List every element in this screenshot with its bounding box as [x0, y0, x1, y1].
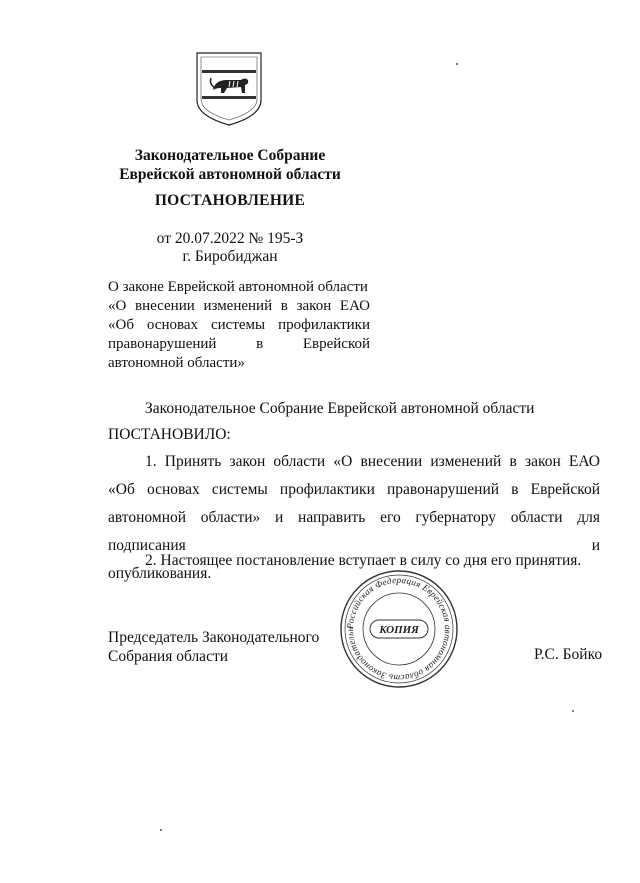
- position-line-2: Собрания области: [108, 648, 229, 665]
- body-intro: Законодательное Собрание Еврейской автономной области: [145, 400, 535, 417]
- official-seal: [337, 568, 461, 690]
- signatory-position: [108, 628, 319, 666]
- official-seal-icon: [337, 568, 461, 690]
- item1-line-1: 1. Принять закон области «О внесении изменений в закон ЕАО: [145, 453, 600, 470]
- subject-line-2: «О внесении изменений в закон ЕАО: [108, 298, 370, 314]
- subject-line-1: О законе Еврейской автономной области: [108, 279, 368, 295]
- position-line-1: Председатель Законодательного: [108, 629, 320, 646]
- date-number: от 20.07.2022 № 195-З: [156, 230, 304, 247]
- scan-speck: [572, 710, 574, 712]
- org-line-1: Законодательное Собрание: [134, 147, 326, 164]
- organization-name: [70, 146, 390, 184]
- subject-line-5: автономной области»: [108, 355, 245, 371]
- body-item-2: 2. Настоящее постановление вступает в силу со дня его принятия.: [145, 552, 582, 569]
- signatory-name: Р.С. Бойко: [534, 646, 603, 663]
- subject-line-3: «Об основах системы профилактики: [108, 317, 370, 333]
- scan-speck: [160, 829, 162, 831]
- item1-line-3: автономной области» и направить его губернатору области для подписания и: [108, 509, 600, 554]
- body-resolved: ПОСТАНОВИЛО:: [108, 426, 231, 443]
- coat-of-arms-tiger-icon: [193, 50, 265, 128]
- document-subject: [108, 278, 370, 373]
- subject-line-4: правонарушений в Еврейской: [108, 336, 370, 352]
- scan-speck: [456, 63, 458, 65]
- coat-of-arms-emblem: [193, 50, 265, 128]
- seal-ring-text: Российская Федерация Еврейская автономная область Законодательн: [344, 574, 454, 684]
- seal-center-text: КОПИЯ: [379, 624, 419, 636]
- item1-line-4: опубликования.: [108, 565, 212, 582]
- city: г. Биробиджан: [182, 248, 278, 265]
- document-type-title: ПОСТАНОВЛЕНИЕ: [154, 192, 306, 209]
- item1-line-2: «Об основах системы профилактики правонарушений в Еврейской: [108, 481, 600, 498]
- org-line-2: Еврейской автономной области: [119, 166, 341, 183]
